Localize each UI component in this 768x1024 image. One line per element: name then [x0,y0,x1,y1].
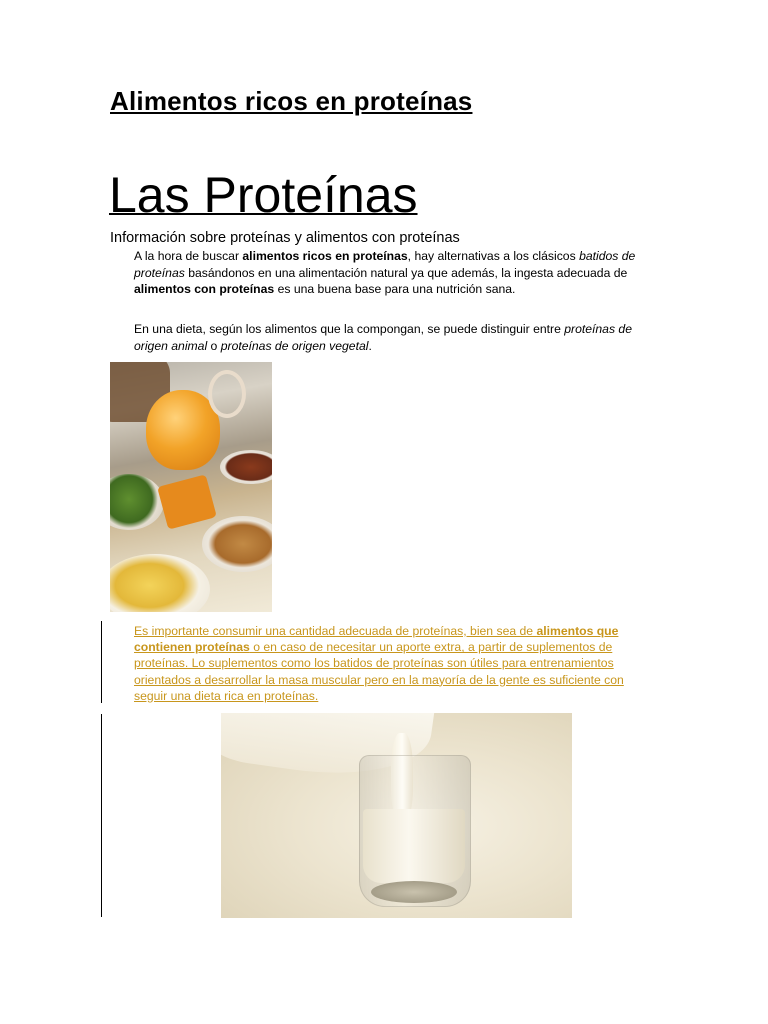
photo-detail [157,474,217,529]
italic-run: proteínas de origen vegetal [220,338,369,353]
bold-run: alimentos ricos en proteínas [242,249,408,263]
diet-paragraph [134,321,664,354]
left-margin-rule [101,714,102,917]
text-run: En una dieta, según los alimentos que la compongan, se puede distinguir entre [134,322,565,336]
link-text[interactable]: Es importante consumir una cantidad adecuada de proteínas, bien sea de [134,624,537,638]
text-run: basándonos en una alimentación natural ya que además, la ingesta adecuada de [184,265,628,280]
bold-run: alimentos con proteínas [134,282,275,297]
intro-paragraph [134,248,664,298]
photo-detail [371,881,457,903]
document-subtitle: Información sobre proteínas y alimentos con proteínas [110,230,460,246]
text-run: o [207,338,221,353]
italic-run: proteínas de origen animal [134,322,632,353]
left-margin-rule [101,621,102,703]
photo-detail [110,474,164,530]
link-text[interactable]: o en caso de necesitar un aporte extra, a partir de suplementos de proteínas. Lo suplementos como los batidos de proteínas son útiles para entrenamientos orientados a desarrollar la masa muscular pero en la mayoría de la gente es suficiente con seguir una dieta rica en proteínas. [134,640,624,703]
photo-detail [202,516,272,572]
link-bold-text[interactable]: alimentos que contienen proteínas [134,624,619,655]
milk-photo [221,713,572,918]
text-run: . [368,338,372,353]
document-heading: Alimentos ricos en proteínas [110,86,473,116]
text-run: A la hora de buscar [134,249,243,263]
linked-paragraph [134,623,659,704]
italic-run: batidos de proteínas [134,249,636,280]
text-run: , hay alternativas a los clásicos [407,249,580,263]
photo-detail [363,809,465,883]
photo-detail [208,370,246,418]
photo-detail [110,554,210,612]
text-run: es una buena base para una nutrición sana. [274,282,516,297]
photo-detail [220,450,272,484]
food-photo [110,362,272,612]
document-title: Las Proteínas [109,167,418,223]
